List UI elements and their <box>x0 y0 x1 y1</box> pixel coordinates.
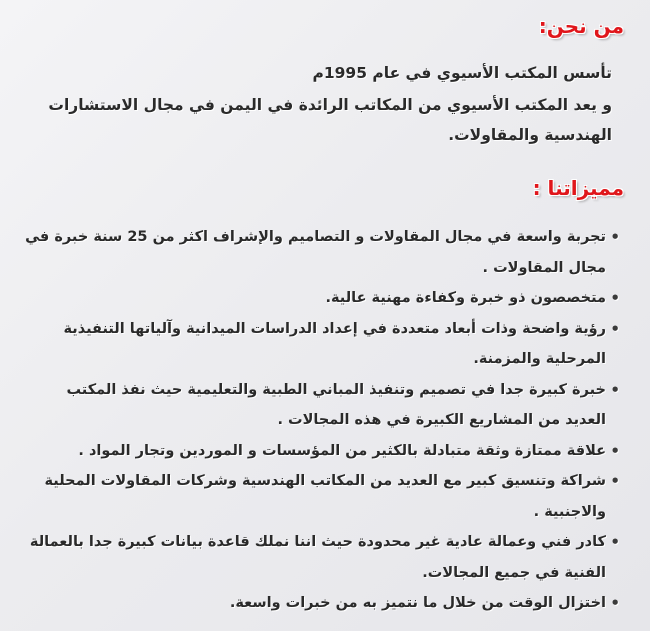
features-heading: مميزاتنا : <box>532 176 624 200</box>
about-heading: من نحن: <box>538 14 624 38</box>
feature-item: • متخصصون ذو خبرة وكفاءة مهنية عالية. <box>24 283 620 314</box>
features-list <box>24 222 620 619</box>
feature-item: • اختزال الوقت من خلال ما نتميز به من خبرات واسعة. <box>24 588 620 619</box>
about-line: تأسس المكتب الأسيوي في عام 1995م <box>312 64 612 82</box>
feature-item: • رؤية واضحة وذات أبعاد متعددة في إعداد الدراسات الميدانية وآلياتها التنفيذية المرحلية والمزمنة. <box>24 314 620 375</box>
about-line: الهندسية والمقاولات. <box>448 126 612 144</box>
feature-item: • شراكة وتنسيق كبير مع العديد من المكاتب الهندسية وشركات المقاولات المحلية والاجنبية . <box>24 466 620 527</box>
feature-item: • خبرة كبيرة جدا في تصميم وتنفيذ المباني الطبية والتعليمية حيث نفذ المكتب العديد من المشاريع الكبيرة في هذه المجالات . <box>24 375 620 436</box>
feature-item: • علاقة ممتازة وثقة متبادلة بالكثير من المؤسسات و الموردين وتجار المواد . <box>24 436 620 467</box>
about-line: و يعد المكتب الأسيوي من المكاتب الرائدة في اليمن في مجال الاستشارات <box>48 96 612 114</box>
feature-item: • كادر فني وعمالة عادية غير محدودة حيث اننا نملك قاعدة بيانات كبيرة جدا بالعمالة الفنية في جميع المجالات. <box>24 527 620 588</box>
feature-item: • تجربة واسعة في مجال المقاولات و التصاميم والإشراف اكثر من 25 سنة خبرة في مجال المقاولات . <box>24 222 620 283</box>
